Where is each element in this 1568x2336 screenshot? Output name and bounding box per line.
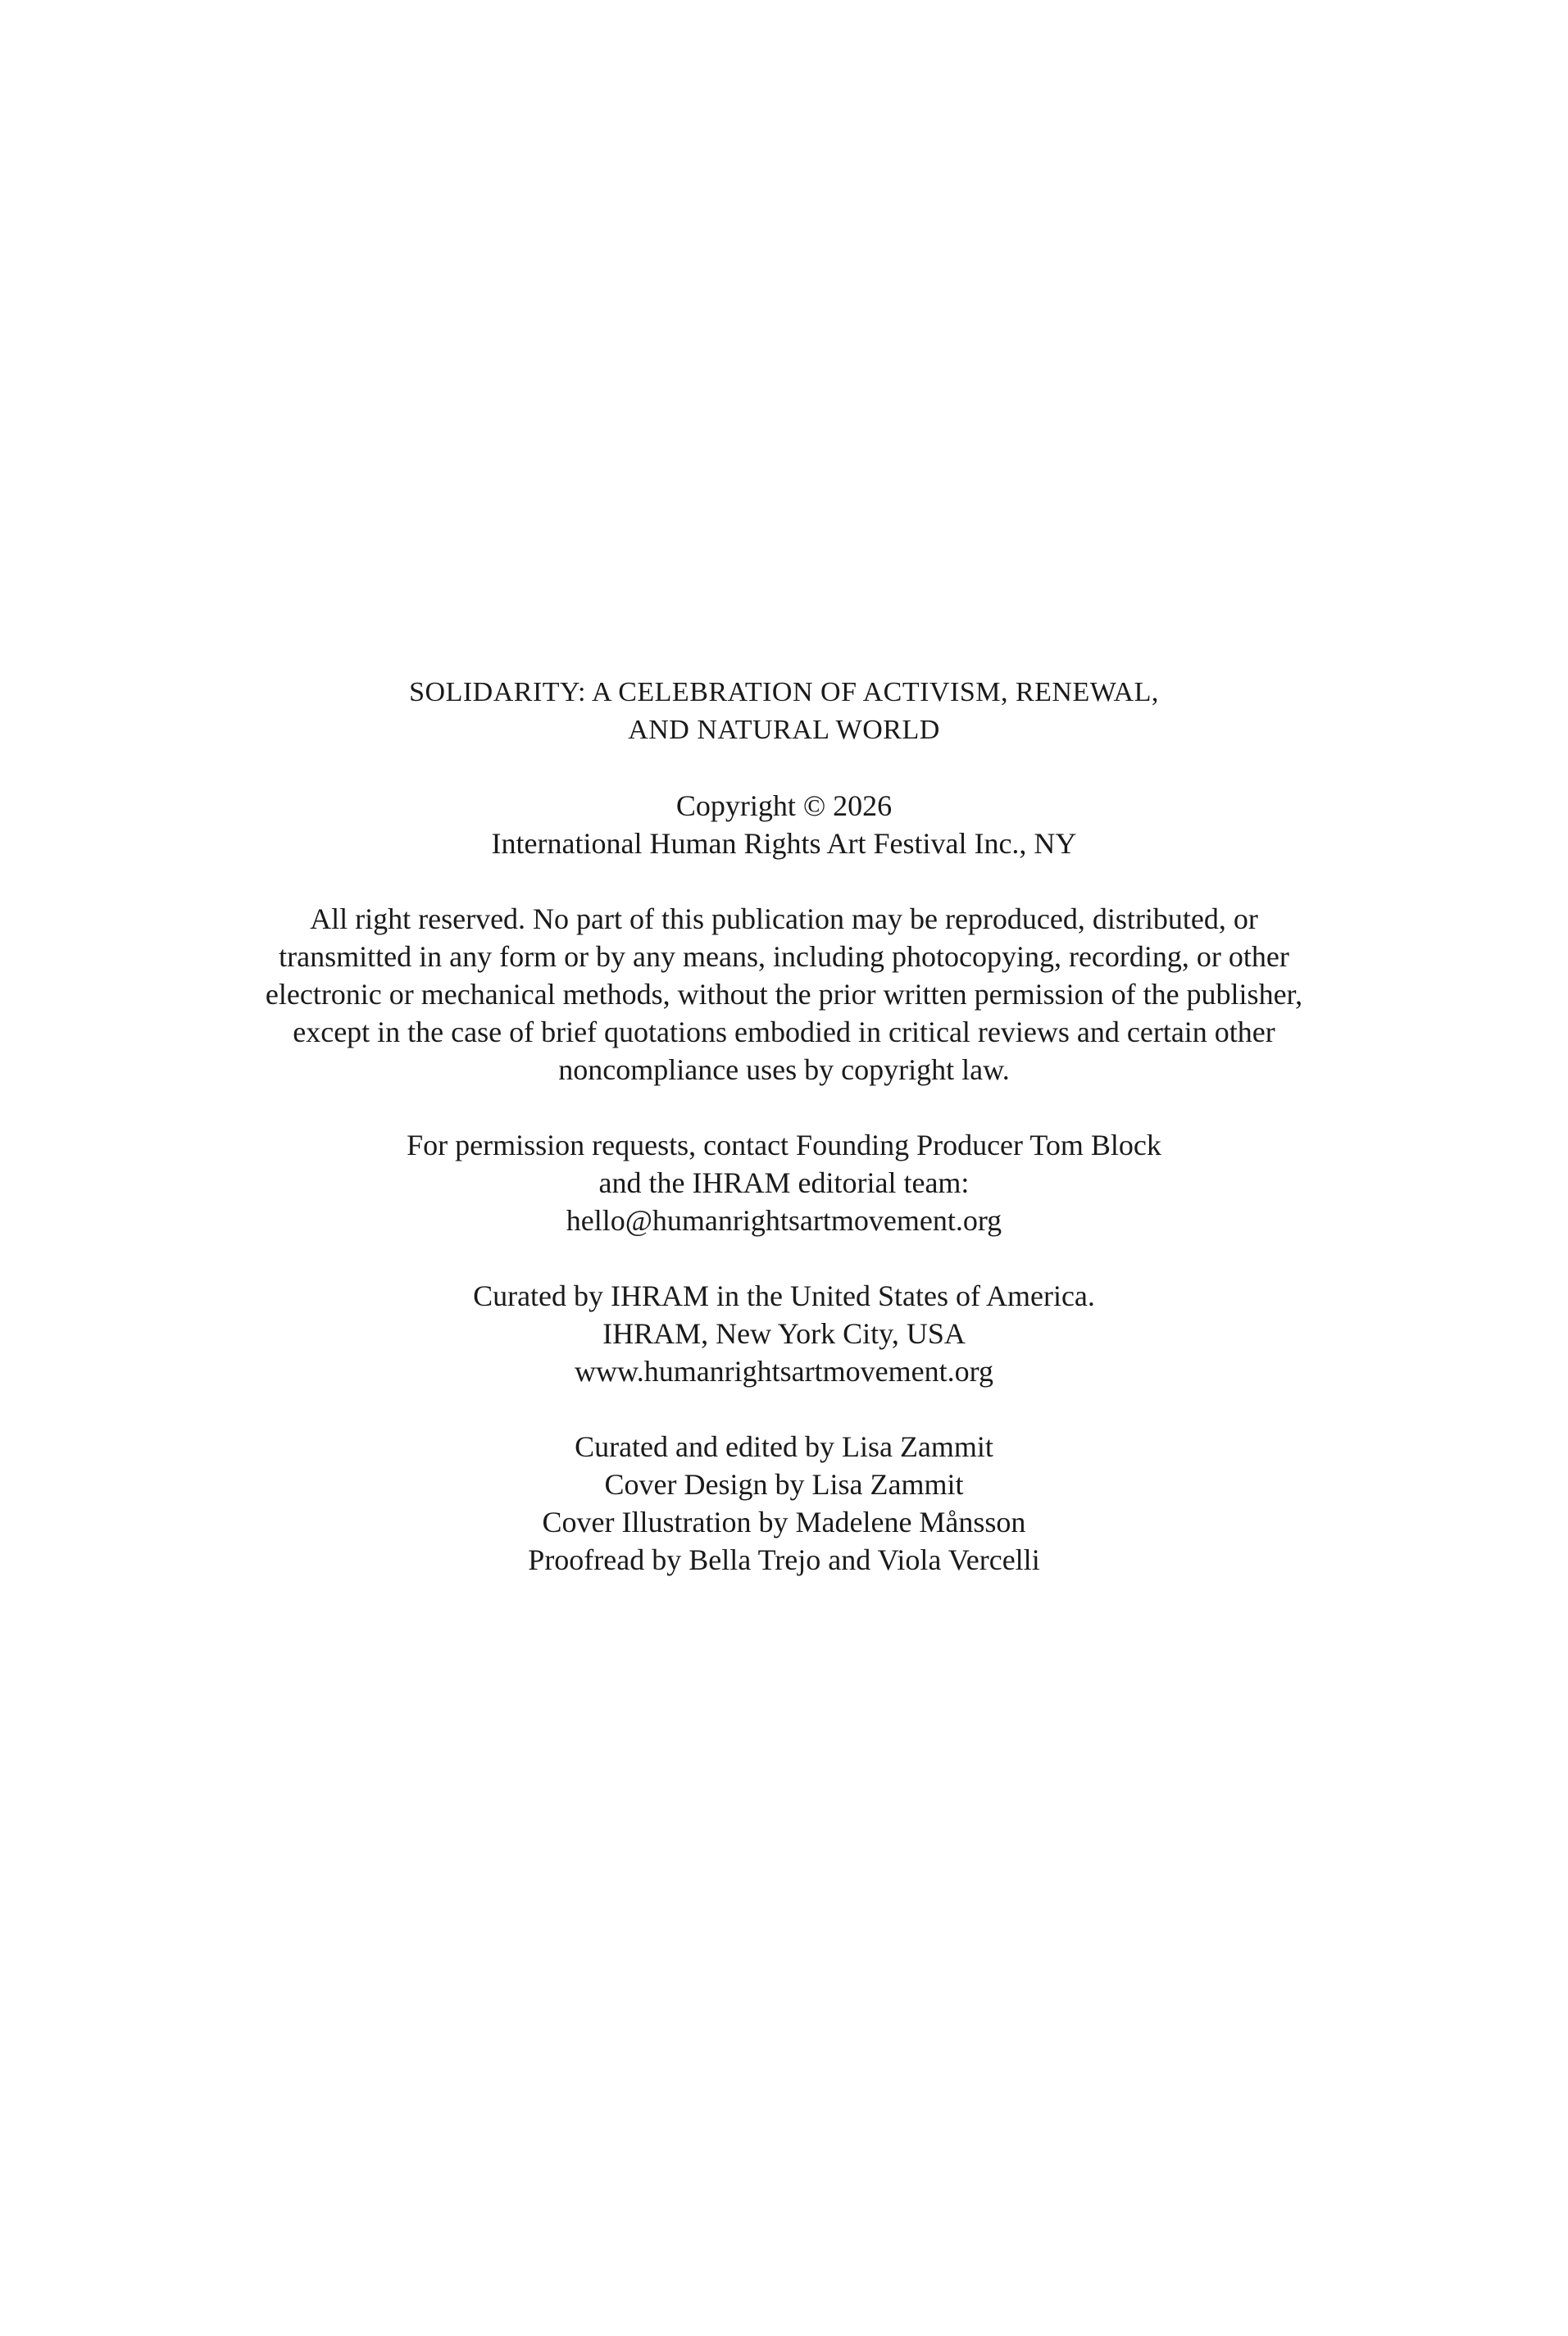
book-title-line-1: SOLIDARITY: A CELEBRATION OF ACTIVISM, RENEWAL, xyxy=(409,677,1159,707)
copyright-block xyxy=(0,674,1568,1616)
rights-line: electronic or mechanical methods, without the prior written permission of the publisher, xyxy=(265,978,1303,1011)
rights-line: transmitted in any form or by any means, including photocopying, recording, or other xyxy=(279,940,1289,973)
publisher-line: Curated by IHRAM in the United States of America. xyxy=(473,1279,1095,1312)
credit-line: Cover Design by Lisa Zammit xyxy=(604,1468,964,1501)
credit-line: Proofread by Bella Trejo and Viola Vercelli xyxy=(528,1543,1040,1576)
credit-line: Curated and edited by Lisa Zammit xyxy=(575,1430,993,1463)
copyright-year: Copyright © 2026 xyxy=(675,789,893,822)
credit-line: Cover Illustration by Madelene Månsson xyxy=(542,1506,1026,1538)
copyright-holder: International Human Rights Art Festival Inc., NY xyxy=(491,827,1077,860)
rights-line: All right reserved. No part of this publication may be reproduced, distributed, or xyxy=(310,902,1258,935)
rights-statement xyxy=(0,900,1568,1088)
permissions-line: For permission requests, contact Founding Producer Tom Block xyxy=(407,1129,1161,1161)
permissions-contact xyxy=(0,1126,1568,1239)
publisher-website: www.humanrightsartmovement.org xyxy=(575,1355,993,1388)
copyright-notice xyxy=(0,787,1568,862)
permissions-line: and the IHRAM editorial team: xyxy=(598,1166,970,1199)
publisher-location: IHRAM, New York City, USA xyxy=(602,1317,966,1350)
rights-line: except in the case of brief quotations embodied in critical reviews and certain other xyxy=(293,1016,1275,1048)
book-title xyxy=(0,674,1568,749)
credits xyxy=(0,1428,1568,1579)
book-title-line-2: AND NATURAL WORLD xyxy=(628,715,940,745)
publisher-info xyxy=(0,1277,1568,1390)
rights-line: noncompliance uses by copyright law. xyxy=(558,1053,1010,1086)
contact-email: hello@humanrightsartmovement.org xyxy=(566,1204,1002,1237)
